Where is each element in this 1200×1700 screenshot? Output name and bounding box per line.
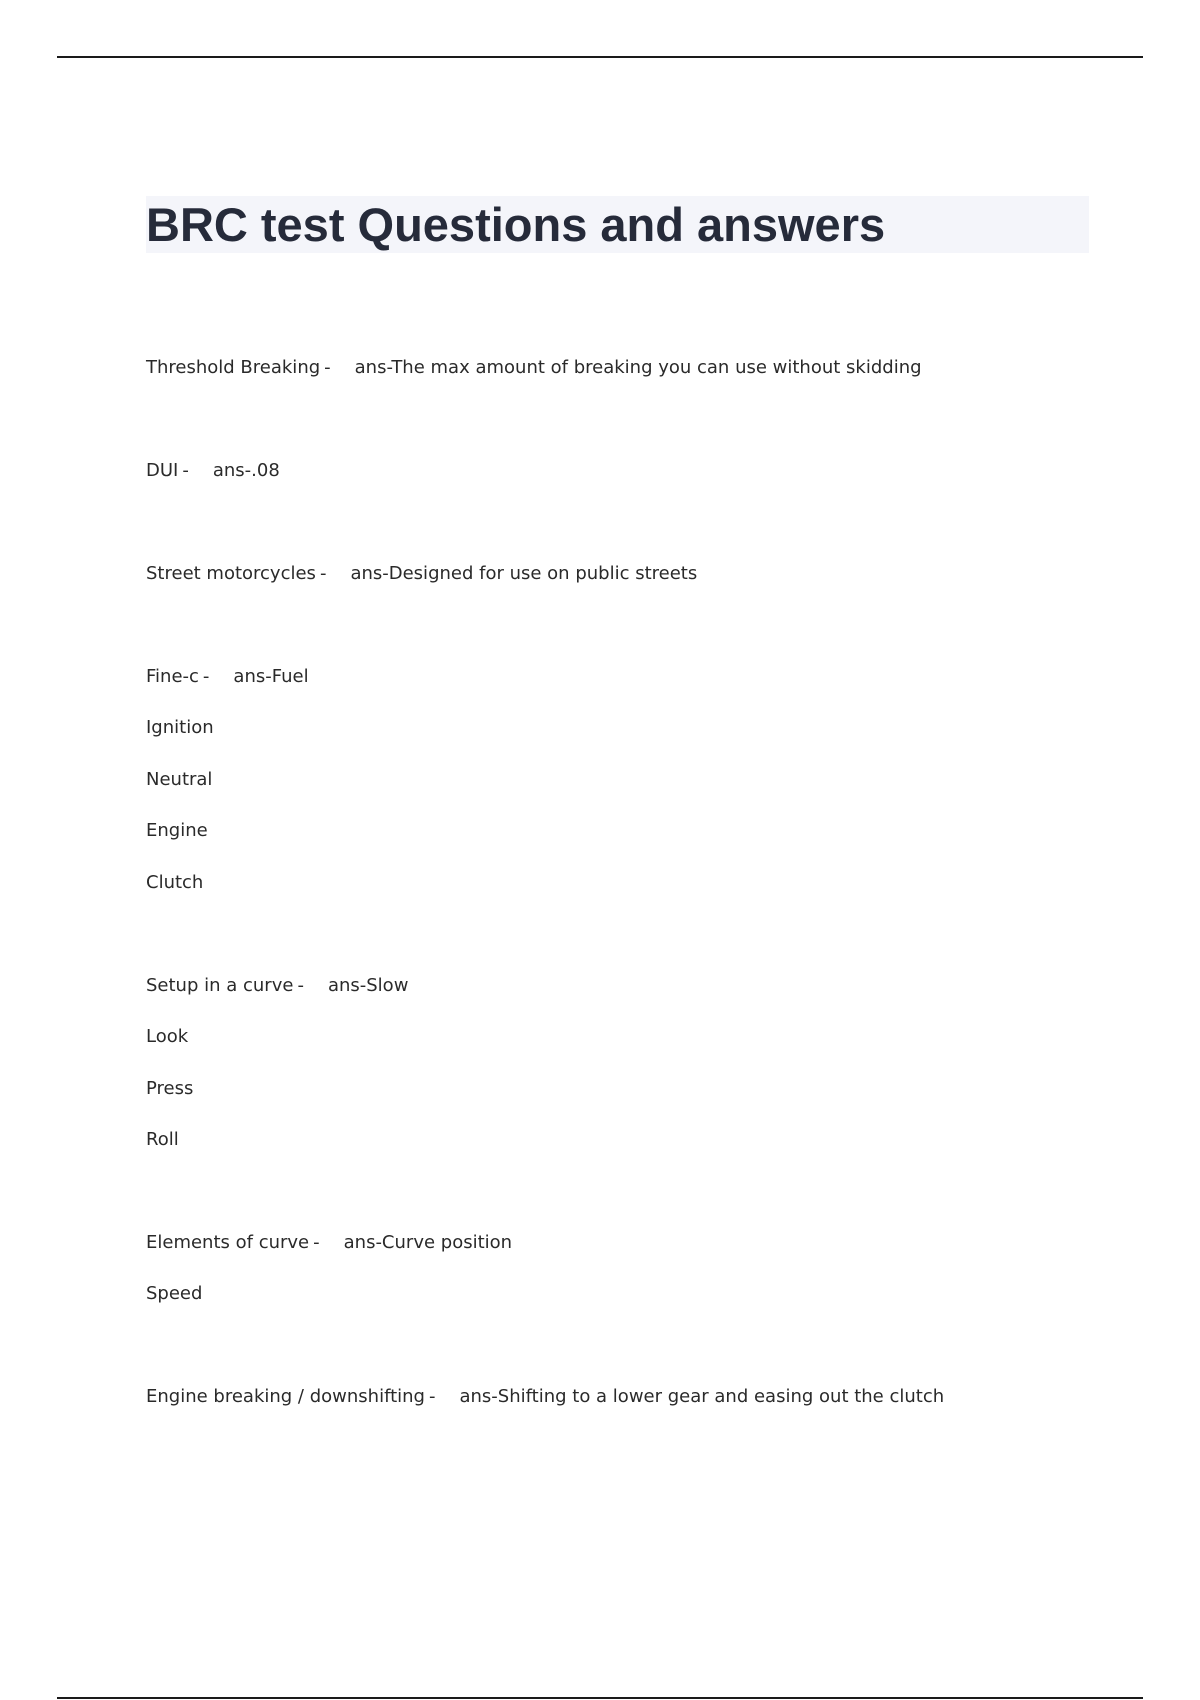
document-title: BRC test Questions and answers [146,198,886,251]
qa-entry-setup-in-a-curve [146,975,408,997]
question-term: Setup in a curve [146,975,294,996]
answer-continuation: Neutral [146,769,213,790]
answer-text: ans-.08 [212,460,280,481]
header-rule [57,56,1143,58]
answer-text: ans-Designed for use on public streets [350,563,698,584]
question-term: Street motorcycles [146,563,316,584]
question-term: Threshold Breaking [146,357,321,378]
separator: - [428,1386,436,1407]
question-term: Engine breaking / downshifting [146,1386,425,1407]
question-term: Fine-c [146,666,199,687]
qa-entry-dui [146,460,280,482]
qa-entry-street-motorcycles [146,563,697,585]
answer-continuation: Speed [146,1283,203,1304]
separator: - [324,357,331,378]
answer-continuation: Clutch [146,872,204,893]
qa-entry-threshold-breaking [146,357,922,379]
answer-continuation: Roll [146,1129,179,1150]
answer-text: ans-Shifting to a lower gear and easing out the clutch [459,1386,945,1407]
answer-continuation: Look [146,1026,189,1047]
question-term: Elements of curve [146,1232,310,1253]
answer-text: ans-Fuel [233,666,309,687]
separator: - [297,975,304,996]
answer-text: ans-The max amount of breaking you can use without skidding [354,357,922,378]
answer-text: ans-Curve position [343,1232,513,1253]
separator: - [319,563,327,584]
qa-entry-engine-breaking [146,1386,944,1408]
answer-continuation: Press [146,1078,194,1099]
answer-continuation: Engine [146,820,208,841]
answer-text: ans-Slow [327,975,409,996]
answer-continuation: Ignition [146,717,214,738]
separator: - [202,666,210,687]
qa-entry-elements-of-curve [146,1232,512,1254]
question-term: DUI [146,460,179,481]
footer-rule [57,1697,1143,1699]
separator: - [182,460,189,481]
separator: - [313,1232,320,1253]
qa-entry-fine-c [146,666,309,688]
